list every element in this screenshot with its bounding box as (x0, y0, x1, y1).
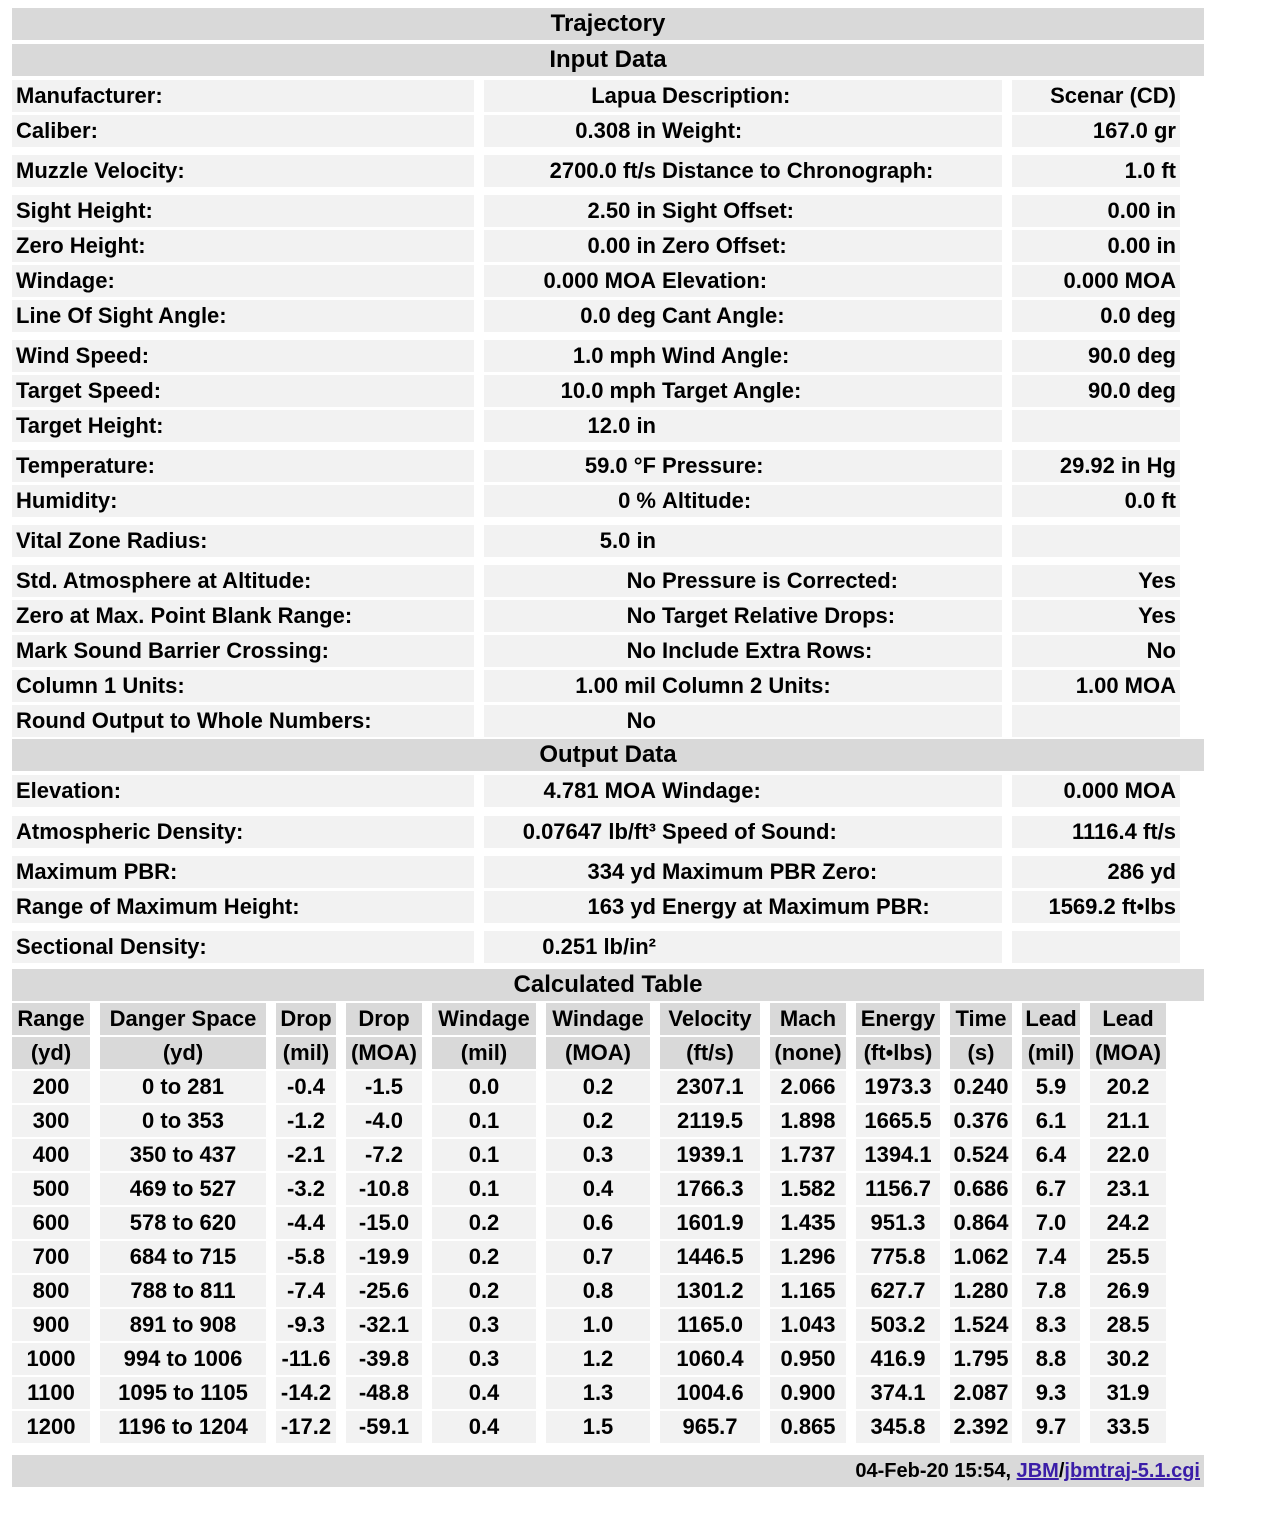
table-cell: 345.8 (856, 1411, 940, 1443)
table-cell: 6.4 (1022, 1139, 1080, 1171)
field-value: Yes (1012, 600, 1180, 632)
table-cell: 1165.0 (660, 1309, 760, 1341)
table-cell: 31.9 (1090, 1377, 1166, 1409)
table-cell: 1.737 (770, 1139, 846, 1171)
column-header: Mach (770, 1003, 846, 1035)
column-header: (yd) (12, 1037, 90, 1069)
field-value: 1.00 MOA (1012, 670, 1180, 702)
field-label (658, 410, 1002, 442)
table-cell: 900 (12, 1309, 90, 1341)
table-cell: 0.2 (432, 1241, 536, 1273)
field-label: Target Height: (12, 410, 474, 442)
field-value: 90.0 deg (1012, 375, 1180, 407)
column-header: Lead (1022, 1003, 1080, 1035)
field-label: Column 1 Units: (12, 670, 474, 702)
field-value: 1569.2 ft•lbs (1012, 891, 1180, 923)
page-title: Trajectory (12, 8, 1204, 40)
field-label: Windage: (12, 265, 474, 297)
table-cell: 20.2 (1090, 1071, 1166, 1103)
table-cell: 1.2 (546, 1343, 650, 1375)
field-label: Column 2 Units: (658, 670, 1002, 702)
table-cell: 1.165 (770, 1275, 846, 1307)
table-cell: -48.8 (346, 1377, 422, 1409)
table-cell: 0.376 (950, 1105, 1012, 1137)
column-header: Windage (546, 1003, 650, 1035)
data-row (12, 450, 1204, 482)
table-cell: -3.2 (276, 1173, 336, 1205)
field-value: 0.000 MOA (484, 265, 658, 297)
footer-slash: / (1058, 1460, 1065, 1483)
field-value: No (484, 565, 658, 597)
jbmtraj-link[interactable]: jbmtraj-5.1.cgi (1064, 1460, 1200, 1483)
table-cell: -0.4 (276, 1071, 336, 1103)
table-cell: 1446.5 (660, 1241, 760, 1273)
table-cell: 0.6 (546, 1207, 650, 1239)
field-value (1012, 525, 1180, 557)
column-header: (MOA) (1090, 1037, 1166, 1069)
field-label: Target Relative Drops: (658, 600, 1002, 632)
field-label: Line Of Sight Angle: (12, 300, 474, 332)
field-value: 0.0 ft (1012, 485, 1180, 517)
trajectory-report (12, 8, 1204, 1487)
table-cell: 1100 (12, 1377, 90, 1409)
table-cell: 0.7 (546, 1241, 650, 1273)
table-cell: 1200 (12, 1411, 90, 1443)
field-label: Zero Height: (12, 230, 474, 262)
table-cell: 1060.4 (660, 1343, 760, 1375)
table-row (12, 1377, 1166, 1409)
field-value: 1.0 mph (484, 340, 658, 372)
data-row (12, 565, 1204, 597)
field-label (658, 705, 1002, 737)
table-cell: -15.0 (346, 1207, 422, 1239)
table-cell: 1.582 (770, 1173, 846, 1205)
data-row (12, 375, 1204, 407)
table-cell: 0.3 (546, 1139, 650, 1171)
table-cell: -9.3 (276, 1309, 336, 1341)
field-value: No (1012, 635, 1180, 667)
field-value: 2700.0 ft/s (484, 155, 658, 187)
table-cell: 1.5 (546, 1411, 650, 1443)
column-header: (ft/s) (660, 1037, 760, 1069)
data-row (12, 891, 1204, 923)
field-value: 5.0 in (484, 525, 658, 557)
field-value: No (484, 600, 658, 632)
table-cell: 1301.2 (660, 1275, 760, 1307)
table-cell: 578 to 620 (100, 1207, 266, 1239)
field-label: Std. Atmosphere at Altitude: (12, 565, 474, 597)
calculated-table (2, 1001, 1176, 1445)
data-row (12, 856, 1204, 888)
table-cell: 0.2 (546, 1071, 650, 1103)
column-header: Drop (276, 1003, 336, 1035)
table-cell: -7.4 (276, 1275, 336, 1307)
field-value: 10.0 mph (484, 375, 658, 407)
data-row (12, 340, 1204, 372)
output-data-section (12, 775, 1204, 963)
field-label: Pressure: (658, 450, 1002, 482)
table-row (12, 1139, 1166, 1171)
table-cell: -11.6 (276, 1343, 336, 1375)
data-row (12, 155, 1204, 187)
table-cell: 0.4 (432, 1377, 536, 1409)
data-row (12, 410, 1204, 442)
table-cell: -5.8 (276, 1241, 336, 1273)
table-cell: 1156.7 (856, 1173, 940, 1205)
field-value: 12.0 in (484, 410, 658, 442)
field-label: Sight Offset: (658, 195, 1002, 227)
data-row (12, 816, 1204, 848)
table-cell: 0.864 (950, 1207, 1012, 1239)
table-cell: 1766.3 (660, 1173, 760, 1205)
table-cell: 0.3 (432, 1309, 536, 1341)
table-cell: 469 to 527 (100, 1173, 266, 1205)
field-label: Manufacturer: (12, 80, 474, 112)
table-cell: 1.062 (950, 1241, 1012, 1273)
column-header: (MOA) (546, 1037, 650, 1069)
table-cell: 0.2 (546, 1105, 650, 1137)
column-header: Range (12, 1003, 90, 1035)
table-cell: 1973.3 (856, 1071, 940, 1103)
table-cell: 2307.1 (660, 1071, 760, 1103)
field-value: 0.308 in (484, 115, 658, 147)
table-cell: 30.2 (1090, 1343, 1166, 1375)
table-row (12, 1411, 1166, 1443)
footer-timestamp: 04-Feb-20 15:54, (855, 1460, 1012, 1483)
field-label: Energy at Maximum PBR: (658, 891, 1002, 923)
data-row (12, 600, 1204, 632)
table-cell: 1004.6 (660, 1377, 760, 1409)
field-label: Zero at Max. Point Blank Range: (12, 600, 474, 632)
table-cell: 600 (12, 1207, 90, 1239)
table-cell: 1.795 (950, 1343, 1012, 1375)
column-header: Danger Space (100, 1003, 266, 1035)
table-cell: 7.0 (1022, 1207, 1080, 1239)
table-cell: 1665.5 (856, 1105, 940, 1137)
table-cell: -19.9 (346, 1241, 422, 1273)
field-label: Zero Offset: (658, 230, 1002, 262)
input-data-section (12, 80, 1204, 737)
table-cell: 0.4 (546, 1173, 650, 1205)
field-label (658, 525, 1002, 557)
table-cell: 503.2 (856, 1309, 940, 1341)
table-cell: 374.1 (856, 1377, 940, 1409)
table-row (12, 1071, 1166, 1103)
data-row (12, 775, 1204, 807)
data-row (12, 525, 1204, 557)
table-cell: 7.8 (1022, 1275, 1080, 1307)
table-cell: 200 (12, 1071, 90, 1103)
field-value: No (484, 635, 658, 667)
table-row (12, 1309, 1166, 1341)
table-cell: 1.0 (546, 1309, 650, 1341)
data-row (12, 265, 1204, 297)
table-cell: 1394.1 (856, 1139, 940, 1171)
column-header: Lead (1090, 1003, 1166, 1035)
table-cell: 800 (12, 1275, 90, 1307)
table-cell: 951.3 (856, 1207, 940, 1239)
input-data-header: Input Data (12, 44, 1204, 76)
field-label: Weight: (658, 115, 1002, 147)
table-cell: 965.7 (660, 1411, 760, 1443)
table-cell: 21.1 (1090, 1105, 1166, 1137)
table-cell: 2.392 (950, 1411, 1012, 1443)
table-cell: 9.3 (1022, 1377, 1080, 1409)
field-value (1012, 705, 1180, 737)
field-value: 0.00 in (484, 230, 658, 262)
table-cell: 627.7 (856, 1275, 940, 1307)
table-cell: -39.8 (346, 1343, 422, 1375)
table-row (12, 1241, 1166, 1273)
table-cell: 0.2 (432, 1275, 536, 1307)
field-label: Muzzle Velocity: (12, 155, 474, 187)
table-cell: 8.8 (1022, 1343, 1080, 1375)
table-cell: 0 to 353 (100, 1105, 266, 1137)
table-cell: 26.9 (1090, 1275, 1166, 1307)
data-row (12, 195, 1204, 227)
table-cell: -7.2 (346, 1139, 422, 1171)
field-label: Atmospheric Density: (12, 816, 474, 848)
data-row (12, 80, 1204, 112)
table-cell: 788 to 811 (100, 1275, 266, 1307)
table-cell: 6.1 (1022, 1105, 1080, 1137)
table-cell: 500 (12, 1173, 90, 1205)
table-cell: 1939.1 (660, 1139, 760, 1171)
field-value: 334 yd (484, 856, 658, 888)
column-header: (MOA) (346, 1037, 422, 1069)
column-header: (none) (770, 1037, 846, 1069)
field-label: Altitude: (658, 485, 1002, 517)
calculated-table-header: Calculated Table (12, 969, 1204, 1001)
table-cell: 994 to 1006 (100, 1343, 266, 1375)
table-cell: 0.900 (770, 1377, 846, 1409)
column-header: (mil) (432, 1037, 536, 1069)
field-label: Mark Sound Barrier Crossing: (12, 635, 474, 667)
field-value: 163 yd (484, 891, 658, 923)
table-cell: -1.2 (276, 1105, 336, 1137)
field-value: 59.0 °F (484, 450, 658, 482)
table-cell: 300 (12, 1105, 90, 1137)
table-cell: 1.3 (546, 1377, 650, 1409)
field-label: Sight Height: (12, 195, 474, 227)
table-cell: 24.2 (1090, 1207, 1166, 1239)
table-cell: 0.3 (432, 1343, 536, 1375)
table-cell: 0.0 (432, 1071, 536, 1103)
table-cell: 400 (12, 1139, 90, 1171)
table-cell: 0.524 (950, 1139, 1012, 1171)
field-label: Caliber: (12, 115, 474, 147)
field-value: 0.00 in (1012, 195, 1180, 227)
field-value: 1.0 ft (1012, 155, 1180, 187)
table-cell: 1.280 (950, 1275, 1012, 1307)
column-header: (mil) (276, 1037, 336, 1069)
data-row (12, 115, 1204, 147)
table-row (12, 1207, 1166, 1239)
table-row (12, 1275, 1166, 1307)
table-cell: 8.3 (1022, 1309, 1080, 1341)
field-value: No (484, 705, 658, 737)
data-row (12, 300, 1204, 332)
table-cell: 700 (12, 1241, 90, 1273)
field-value: 286 yd (1012, 856, 1180, 888)
table-cell: -59.1 (346, 1411, 422, 1443)
data-row (12, 931, 1204, 963)
table-cell: 6.7 (1022, 1173, 1080, 1205)
table-cell: 0.8 (546, 1275, 650, 1307)
field-value: 1.00 mil (484, 670, 658, 702)
column-header: Velocity (660, 1003, 760, 1035)
table-cell: 2.087 (950, 1377, 1012, 1409)
field-value: 0.07647 lb/ft³ (484, 816, 658, 848)
column-header: Drop (346, 1003, 422, 1035)
table-row (12, 1173, 1166, 1205)
field-value: 167.0 gr (1012, 115, 1180, 147)
table-cell: 1.435 (770, 1207, 846, 1239)
column-header: Time (950, 1003, 1012, 1035)
field-label: Target Angle: (658, 375, 1002, 407)
table-cell: 775.8 (856, 1241, 940, 1273)
data-row (12, 230, 1204, 262)
field-value: 0.000 MOA (1012, 265, 1180, 297)
table-cell: 33.5 (1090, 1411, 1166, 1443)
field-label: Target Speed: (12, 375, 474, 407)
table-cell: -4.4 (276, 1207, 336, 1239)
table-cell: 0.1 (432, 1105, 536, 1137)
table-cell: -14.2 (276, 1377, 336, 1409)
field-label: Distance to Chronograph: (658, 155, 1002, 187)
field-value: 0.0 deg (1012, 300, 1180, 332)
table-cell: 0.865 (770, 1411, 846, 1443)
table-cell: 1.043 (770, 1309, 846, 1341)
table-cell: 416.9 (856, 1343, 940, 1375)
field-label: Include Extra Rows: (658, 635, 1002, 667)
table-cell: 22.0 (1090, 1139, 1166, 1171)
table-cell: 0 to 281 (100, 1071, 266, 1103)
table-row (12, 1343, 1166, 1375)
data-row (12, 635, 1204, 667)
field-value: 1116.4 ft/s (1012, 816, 1180, 848)
table-cell: 9.7 (1022, 1411, 1080, 1443)
table-cell: 1095 to 1105 (100, 1377, 266, 1409)
table-cell: 0.1 (432, 1139, 536, 1171)
field-label (658, 931, 1002, 963)
field-label: Humidity: (12, 485, 474, 517)
table-cell: 0.1 (432, 1173, 536, 1205)
column-header: (yd) (100, 1037, 266, 1069)
table-cell: -25.6 (346, 1275, 422, 1307)
field-label: Wind Angle: (658, 340, 1002, 372)
field-label: Pressure is Corrected: (658, 565, 1002, 597)
field-label: Cant Angle: (658, 300, 1002, 332)
field-value: 0.251 lb/in² (484, 931, 658, 963)
field-value: Yes (1012, 565, 1180, 597)
jbm-link[interactable]: JBM (1016, 1460, 1059, 1483)
field-value: 0.0 deg (484, 300, 658, 332)
table-header-row (12, 1037, 1166, 1069)
field-value (1012, 931, 1180, 963)
field-value: 0 % (484, 485, 658, 517)
table-cell: 1601.9 (660, 1207, 760, 1239)
table-cell: 0.2 (432, 1207, 536, 1239)
table-cell: 350 to 437 (100, 1139, 266, 1171)
field-label: Speed of Sound: (658, 816, 1002, 848)
table-cell: 0.4 (432, 1411, 536, 1443)
field-value: 90.0 deg (1012, 340, 1180, 372)
column-header: (mil) (1022, 1037, 1080, 1069)
column-header: (s) (950, 1037, 1012, 1069)
table-cell: 0.686 (950, 1173, 1012, 1205)
field-label: Vital Zone Radius: (12, 525, 474, 557)
field-label: Elevation: (658, 265, 1002, 297)
table-cell: -1.5 (346, 1071, 422, 1103)
field-value: 0.00 in (1012, 230, 1180, 262)
table-cell: 0.240 (950, 1071, 1012, 1103)
field-value: Lapua (484, 80, 658, 112)
table-cell: 5.9 (1022, 1071, 1080, 1103)
table-cell: -17.2 (276, 1411, 336, 1443)
table-cell: 891 to 908 (100, 1309, 266, 1341)
field-value: 4.781 MOA (484, 775, 658, 807)
table-cell: 1196 to 1204 (100, 1411, 266, 1443)
table-cell: 684 to 715 (100, 1241, 266, 1273)
field-label: Description: (658, 80, 1002, 112)
table-cell: -32.1 (346, 1309, 422, 1341)
field-value: 29.92 in Hg (1012, 450, 1180, 482)
table-cell: 2119.5 (660, 1105, 760, 1137)
column-header: Windage (432, 1003, 536, 1035)
table-cell: 7.4 (1022, 1241, 1080, 1273)
table-cell: 23.1 (1090, 1173, 1166, 1205)
table-cell: -2.1 (276, 1139, 336, 1171)
field-label: Range of Maximum Height: (12, 891, 474, 923)
field-value (1012, 410, 1180, 442)
field-value: 2.50 in (484, 195, 658, 227)
data-row (12, 485, 1204, 517)
column-header: Energy (856, 1003, 940, 1035)
table-cell: 1.296 (770, 1241, 846, 1273)
field-label: Sectional Density: (12, 931, 474, 963)
table-cell: 1000 (12, 1343, 90, 1375)
table-cell: -10.8 (346, 1173, 422, 1205)
field-label: Maximum PBR Zero: (658, 856, 1002, 888)
table-cell: 1.524 (950, 1309, 1012, 1341)
data-row (12, 705, 1204, 737)
field-label: Maximum PBR: (12, 856, 474, 888)
field-label: Round Output to Whole Numbers: (12, 705, 474, 737)
table-cell: 28.5 (1090, 1309, 1166, 1341)
data-row (12, 670, 1204, 702)
field-label: Wind Speed: (12, 340, 474, 372)
column-header: (ft•lbs) (856, 1037, 940, 1069)
table-row (12, 1105, 1166, 1137)
table-cell: 2.066 (770, 1071, 846, 1103)
table-header-row (12, 1003, 1166, 1035)
field-value: 0.000 MOA (1012, 775, 1180, 807)
table-cell: -4.0 (346, 1105, 422, 1137)
output-data-header: Output Data (12, 739, 1204, 771)
field-value: Scenar (CD) (1012, 80, 1180, 112)
table-cell: 0.950 (770, 1343, 846, 1375)
field-label: Windage: (658, 775, 1002, 807)
table-cell: 1.898 (770, 1105, 846, 1137)
footer (12, 1455, 1204, 1487)
table-cell: 25.5 (1090, 1241, 1166, 1273)
field-label: Temperature: (12, 450, 474, 482)
field-label: Elevation: (12, 775, 474, 807)
